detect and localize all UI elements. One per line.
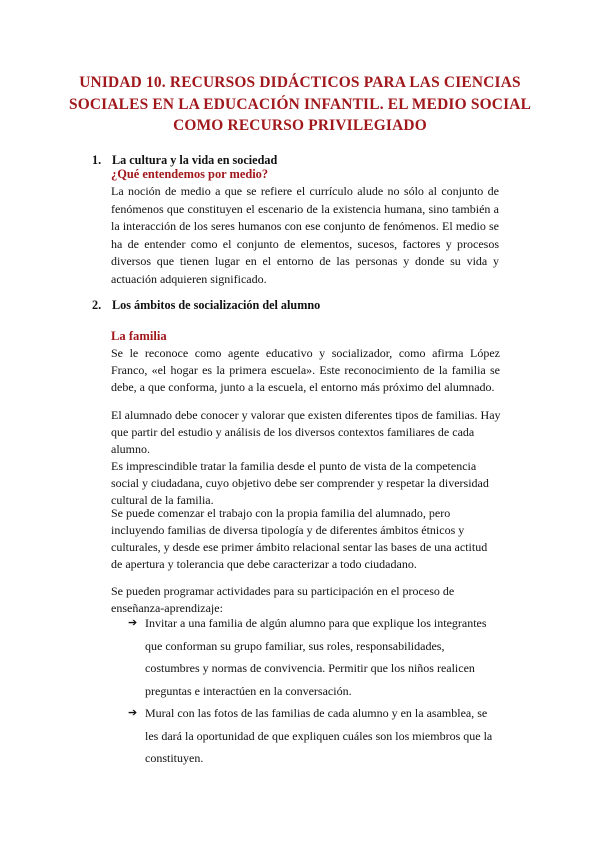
section-2-number: 2. <box>92 298 102 312</box>
list-item <box>128 702 500 770</box>
section-1-subheading: ¿Qué entendemos por medio? <box>111 167 269 181</box>
section-1-title: La cultura y la vida en sociedad <box>112 153 278 167</box>
section-2-subheading: La familia <box>111 329 167 343</box>
section-2-paragraph-1: Se le reconoce como agente educativo y socializador, como afirma López Franco, «el hogar es la primera escuela». Este reconocimiento de la familia se debe, a que conforma, junto a la escuela, el entorno más próximo del alumnado. <box>111 346 500 394</box>
section-2-paragraph-2a: El alumnado debe conocer y valorar que existen diferentes tipos de familias. Hay que partir del estudio y análisis de los diversos contextos familiares de cada alumno. <box>111 408 501 456</box>
list-item-text: Invitar a una familia de algún alumno para que explique los integrantes que conforman su grupo familiar, sus roles, responsabilidades, costumbres y normas de convivencia. Permitir que los niños realicen preguntas e interactúen en la conversación. <box>145 616 487 698</box>
activities-list <box>128 612 500 770</box>
section-2-paragraph-2b: Es imprescindible tratar la familia desde el punto de vista de la competencia social y ciudadana, cuyo objetivo debe ser comprender y respetar la diversidad cultural de la familia. <box>111 459 489 507</box>
list-item <box>128 612 500 702</box>
section-2-paragraph-2 <box>111 407 501 509</box>
arrow-icon: ➔ <box>128 707 138 719</box>
section-1-paragraph: La noción de medio a que se refiere el currículo alude no sólo al conjunto de fenómenos que constituyen el escenario de la existencia humana, sino también a la interacción de los seres humanos con ese conjunto de fenómenos. El medio se ha de entender como el conjunto de elementos, sucesos, factores y procesos diversos que tienen lugar en el entorno de las personas y donde su vida y actuación adquieren significado. <box>111 184 499 286</box>
document-title: UNIDAD 10. RECURSOS DIDÁCTICOS PARA LAS CIENCIAS SOCIALES EN LA EDUCACIÓN INFANTIL. EL MEDIO SOCIAL COMO RECURSO PRIVILEGIADO <box>68 74 532 134</box>
section-2-paragraph-4: Se pueden programar actividades para su participación en el proceso de enseñanza-aprendizaje: <box>111 584 455 615</box>
section-2-paragraph-3: Se puede comenzar el trabajo con la propia familia del alumnado, pero incluyendo familias de diversa tipología y de diferentes ámbitos étnicos y culturales, y desde ese primer ámbito relacional sentar las bases de una actitud de apertura y tolerancia que debe caracterizar a todo ciudadano. <box>111 506 488 571</box>
list-item-text: Mural con las fotos de las familias de cada alumno y en la asamblea, se les dará la oportunidad de que expliquen cuáles son los miembros que la constituyen. <box>145 706 493 765</box>
section-1-number: 1. <box>92 153 102 167</box>
arrow-icon: ➔ <box>128 617 138 629</box>
section-2-title: Los ámbitos de socialización del alumno <box>112 298 321 312</box>
